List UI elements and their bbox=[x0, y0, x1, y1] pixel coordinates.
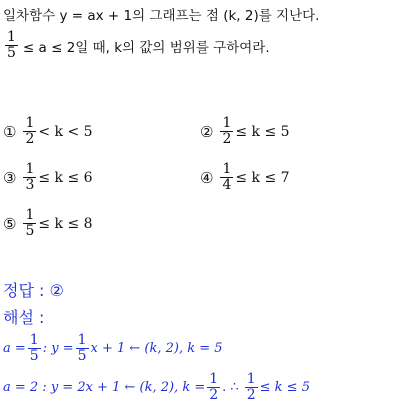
option-text: < k < 5 bbox=[38, 123, 93, 140]
option-text: ≤ k ≤ 6 bbox=[38, 169, 93, 186]
question-text-1: 일차함수 y = ax + 1의 그래프는 점 (k, 2)를 지난다. bbox=[3, 8, 320, 24]
option-4[interactable] bbox=[200, 162, 290, 193]
fraction-numerator: 1 bbox=[246, 371, 256, 387]
solution-text: a = bbox=[3, 341, 26, 356]
fraction-denominator: 2 bbox=[246, 387, 256, 403]
fraction-denominator: 5 bbox=[7, 45, 16, 61]
solution-fraction bbox=[207, 372, 220, 403]
question-fraction bbox=[5, 30, 18, 61]
option-text: ≤ k ≤ 8 bbox=[38, 215, 93, 232]
fraction-numerator: 1 bbox=[25, 115, 35, 131]
fraction-denominator: 5 bbox=[77, 348, 87, 364]
solution-fraction bbox=[245, 372, 258, 403]
solution-line-1 bbox=[3, 333, 223, 364]
fraction-numerator: 1 bbox=[7, 29, 16, 45]
fraction-denominator: 5 bbox=[25, 223, 35, 239]
answer-label: 정답 : ② bbox=[3, 281, 64, 300]
option-fraction bbox=[23, 208, 36, 239]
option-marker: ④ bbox=[200, 168, 214, 187]
solution-text: x + 1 ← (k, 2), k = 5 bbox=[90, 341, 223, 356]
option-fraction bbox=[220, 162, 233, 193]
fraction-numerator: 1 bbox=[25, 207, 35, 223]
explanation-label: 해설 : bbox=[3, 308, 45, 327]
fraction-denominator: 5 bbox=[29, 348, 39, 364]
option-fraction bbox=[23, 162, 36, 193]
option-marker: ③ bbox=[3, 168, 17, 187]
solution-line-2 bbox=[3, 372, 310, 403]
question-line-1 bbox=[3, 4, 319, 24]
solution-fraction bbox=[28, 333, 41, 364]
solution-text: . ∴ bbox=[222, 380, 239, 395]
fraction-denominator: 3 bbox=[25, 177, 35, 193]
question-line-2 bbox=[3, 30, 270, 61]
question-text-2: ≤ a ≤ 2일 때, k의 값의 범위를 구하여라. bbox=[22, 39, 270, 56]
option-fraction bbox=[23, 116, 36, 147]
solution-text: ≤ k ≤ 5 bbox=[259, 380, 310, 395]
option-text: ≤ k ≤ 7 bbox=[235, 169, 290, 186]
fraction-denominator: 2 bbox=[209, 387, 219, 403]
option-marker: ① bbox=[3, 122, 17, 141]
option-2[interactable] bbox=[200, 116, 290, 147]
fraction-denominator: 4 bbox=[222, 177, 232, 193]
fraction-numerator: 1 bbox=[77, 332, 87, 348]
fraction-numerator: 1 bbox=[209, 371, 219, 387]
solution-text: a = 2 : y = 2x + 1 ← (k, 2), k = bbox=[3, 380, 206, 395]
fraction-numerator: 1 bbox=[222, 115, 232, 131]
option-marker: ② bbox=[200, 122, 214, 141]
fraction-denominator: 2 bbox=[222, 131, 232, 147]
fraction-denominator: 2 bbox=[25, 131, 35, 147]
fraction-numerator: 1 bbox=[222, 161, 232, 177]
solution-fraction bbox=[76, 333, 89, 364]
solution-text: : y = bbox=[42, 341, 74, 356]
option-1[interactable] bbox=[3, 116, 93, 147]
fraction-numerator: 1 bbox=[29, 332, 39, 348]
fraction-numerator: 1 bbox=[25, 161, 35, 177]
option-fraction bbox=[220, 116, 233, 147]
option-marker: ⑤ bbox=[3, 214, 17, 233]
option-text: ≤ k ≤ 5 bbox=[235, 123, 290, 140]
option-5[interactable] bbox=[3, 208, 93, 239]
option-3[interactable] bbox=[3, 162, 93, 193]
